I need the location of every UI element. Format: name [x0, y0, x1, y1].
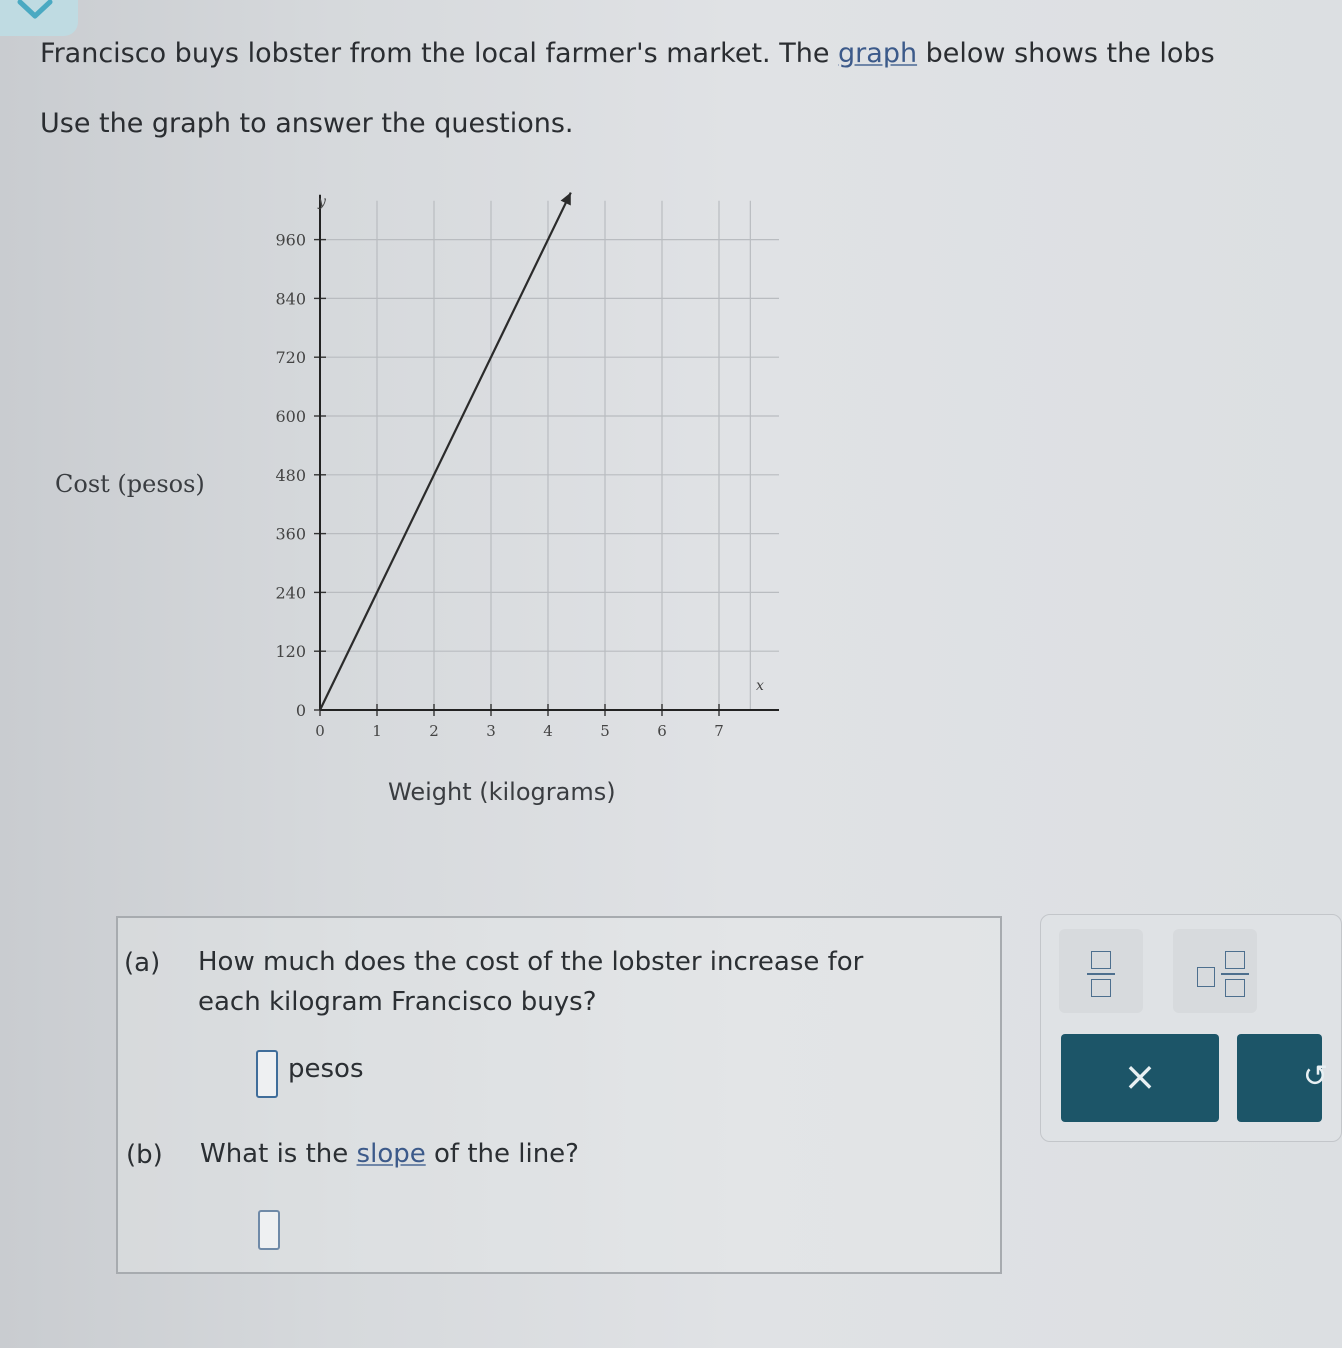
y-tick-label: 840: [275, 289, 306, 309]
axes: [314, 195, 779, 716]
answer-a-input[interactable]: [256, 1050, 278, 1098]
undo-button[interactable]: [1237, 1034, 1328, 1122]
question-a-text: [198, 942, 863, 1022]
grid: [320, 201, 779, 710]
y-tick-label: 480: [275, 465, 306, 485]
x-tick-label: 7: [714, 722, 724, 740]
y-tick-label: 720: [275, 348, 306, 368]
chevron-down-icon: [14, 0, 56, 22]
y-tick-label: 240: [275, 583, 306, 603]
question-b-part: of the line?: [425, 1139, 579, 1169]
collapse-toggle[interactable]: [0, 0, 78, 36]
x-tick-label: 5: [600, 722, 610, 740]
slope-link[interactable]: slope: [356, 1139, 426, 1169]
answer-b-input[interactable]: [258, 1210, 280, 1250]
prompt-text-part: Francisco buys lobster from the local farmer's market. The: [40, 38, 839, 69]
fraction-button[interactable]: [1059, 929, 1143, 1013]
undo-icon: ↺: [1302, 1059, 1328, 1094]
x-tick-label: 2: [429, 722, 439, 740]
cost-line: [320, 193, 571, 710]
x-variable-label: x: [756, 678, 764, 694]
y-tick-label: 120: [275, 642, 306, 662]
clear-button[interactable]: [1061, 1034, 1219, 1122]
question-b-part: What is the: [200, 1139, 357, 1169]
question-a-line: How much does the cost of the lobster increase for: [198, 947, 864, 977]
answer-a-unit: pesos: [288, 1054, 364, 1084]
y-tick-label: 960: [275, 230, 306, 250]
y-tick-label: 0: [295, 701, 306, 720]
question-b-text: [200, 1134, 579, 1174]
x-tick-label: 1: [372, 722, 382, 740]
data-line: [320, 193, 571, 710]
close-icon: ×: [1123, 1054, 1157, 1100]
x-tick-label: 6: [657, 722, 667, 740]
y-axis-label: Cost (pesos): [55, 470, 205, 498]
prompt-text-part: below shows the lobs: [917, 38, 1215, 69]
y-tick-label: 600: [275, 407, 306, 426]
graph-link[interactable]: graph: [838, 38, 918, 69]
instruction-text: Use the graph to answer the questions.: [40, 108, 574, 139]
y-tick-label: 360: [275, 524, 306, 544]
question-a-label: (a): [124, 948, 161, 978]
answer-panel: [116, 916, 1002, 1274]
cost-weight-graph: [0, 170, 800, 830]
x-tick-label: 4: [543, 722, 553, 740]
question-b-label: (b): [126, 1140, 163, 1170]
x-tick-label: 3: [486, 722, 496, 740]
prompt-text: [40, 38, 1215, 69]
x-axis-label: Weight (kilograms): [388, 778, 616, 806]
mixed-number-button[interactable]: [1173, 929, 1257, 1013]
question-a-line: each kilogram Francisco buys?: [198, 987, 597, 1017]
x-tick-label: 0: [315, 722, 325, 740]
y-variable-label: y: [318, 194, 326, 210]
